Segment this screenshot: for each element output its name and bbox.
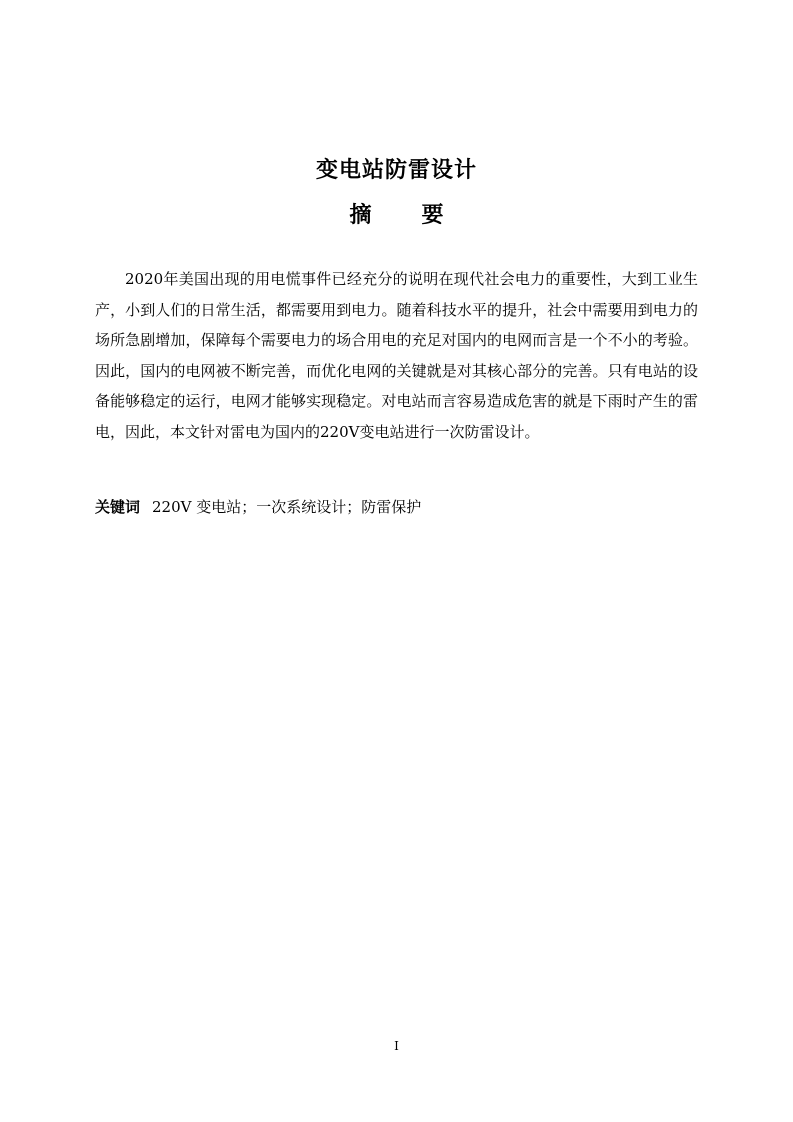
keywords-line: [95, 492, 698, 522]
abstract-heading-right: 要: [421, 203, 444, 228]
keywords-value: 220V 变电站；一次系统设计；防雷保护: [152, 498, 422, 516]
abstract-heading-left: 摘: [349, 203, 372, 228]
abstract-body: 2020年美国出现的用电慌事件已经充分的说明在现代社会电力的重要性，大到工业生产，小到人们的日常生活，都需要用到电力。随着科技水平的提升，社会中需要用到电力的场所急剧增加，保障每个需要电力的场合用电的充足对国内的电网而言是一个不小的考验。因此，国内的电网被不断完善，而优化电网的关键就是对其核心部分的完善。只有电站的设备能够稳定的运行，电网才能够实现稳定。对电站而言容易造成危害的就是下雨时产生的雷电，因此，本文针对雷电为国内的220V变电站进行一次防雷设计。: [95, 270, 698, 441]
abstract-heading: [0, 201, 793, 231]
page-title: 变电站防雷设计: [315, 158, 477, 183]
page-number: I: [394, 1039, 399, 1053]
keywords-label: 关键词: [95, 498, 141, 516]
